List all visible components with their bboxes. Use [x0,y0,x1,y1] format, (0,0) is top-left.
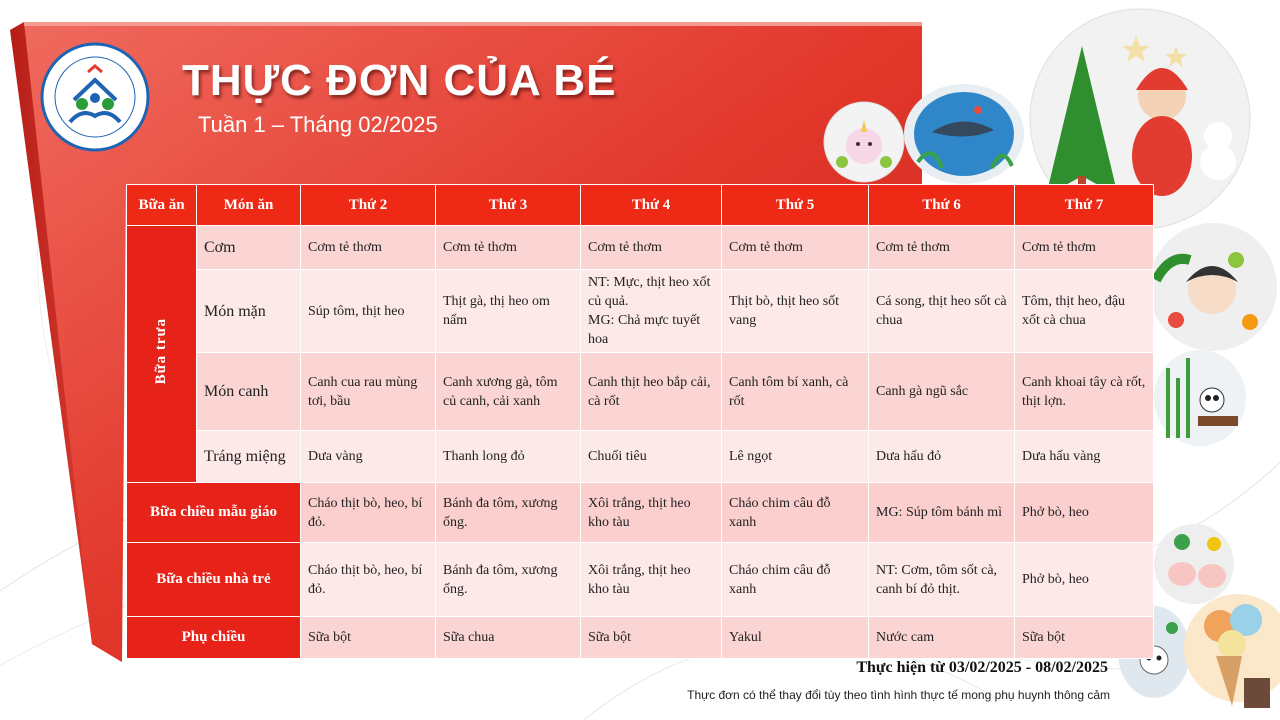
table-cell: Dưa hấu đỏ [869,431,1015,483]
meal-label [127,226,197,483]
column-header: Thứ 3 [436,185,581,226]
table-cell: Nước cam [869,617,1015,659]
column-header: Thứ 7 [1015,185,1154,226]
page-subtitle: Tuần 1 – Tháng 02/2025 [198,112,438,137]
ice-cream-decoration-image [1180,586,1280,720]
column-header: Món ăn [197,185,301,226]
table-cell: Chuối tiêu [581,431,722,483]
footer-dates: Thực hiện từ 03/02/2025 - 08/02/2025 [856,659,1108,676]
table-cell: Súp tôm, thịt heo [301,270,436,353]
table-cell: NT: Mực, thịt heo xốt củ quả. MG: Chả mực tuyết hoa [581,270,722,353]
column-header: Thứ 6 [869,185,1015,226]
table-cell: Xôi trắng, thịt heo kho tàu [581,483,722,543]
table-row [127,543,1154,617]
table-cell: Canh cua rau mùng tơi, bầu [301,353,436,431]
table-cell: Yakul [722,617,869,659]
table-cell: Canh gà ngũ sắc [869,353,1015,431]
table-cell: Lê ngọt [722,431,869,483]
dish-label: Món mặn [197,270,301,353]
table-row [127,617,1154,659]
table-cell: Cơm tẻ thơm [581,226,722,270]
table-cell: Canh khoai tây cà rốt, thịt lợn. [1015,353,1154,431]
table-row [127,483,1154,543]
table-cell: Sữa chua [436,617,581,659]
table-cell: Thịt gà, thị heo om nấm [436,270,581,353]
table-cell: Tôm, thịt heo, đậu xốt cà chua [1015,270,1154,353]
table-cell: Sữa bột [581,617,722,659]
table-cell: Thanh long đỏ [436,431,581,483]
panda-plate-image [1152,348,1248,448]
table-cell: Canh tôm bí xanh, cà rốt [722,353,869,431]
footer-note: Thực đơn có thể thay đổi tùy theo tình hình thực tế mong phụ huynh thông cảm [687,688,1110,702]
ocean-plate-image [902,82,1026,186]
table-cell: Phở bò, heo [1015,483,1154,543]
table-cell: Dưa vàng [301,431,436,483]
table-cell: Cơm tẻ thơm [1015,226,1154,270]
table-row [127,226,1154,270]
meal-label: Bữa chiều mẫu giáo [127,483,301,543]
table-row [127,270,1154,353]
table-header-row [127,185,1154,226]
table-cell: Canh xương gà, tôm củ canh, cải xanh [436,353,581,431]
menu-table [126,184,1154,659]
dish-label: Món canh [197,353,301,431]
table-cell: MG: Súp tôm bánh mì [869,483,1015,543]
table-cell: Cơm tẻ thơm [436,226,581,270]
table-cell: Bánh đa tôm, xương ống. [436,483,581,543]
table-row [127,431,1154,483]
meal-label: Phụ chiều [127,617,301,659]
table-cell: Cơm tẻ thơm [301,226,436,270]
table-cell: Cháo thịt bò, heo, bí đỏ. [301,483,436,543]
table-cell: NT: Cơm, tôm sốt cà, canh bí đỏ thịt. [869,543,1015,617]
table-cell: Thịt bò, thịt heo sốt vang [722,270,869,353]
table-row [127,353,1154,431]
table-cell: Cháo thịt bò, heo, bí đỏ. [301,543,436,617]
meal-label-text: Bữa trưa [153,317,169,385]
table-cell: Sữa bột [1015,617,1154,659]
column-header: Thứ 5 [722,185,869,226]
table-cell: Cháo chim câu đỗ xanh [722,543,869,617]
table-cell: Xôi trắng, thịt heo kho tàu [581,543,722,617]
table-cell: Dưa hấu vàng [1015,431,1154,483]
column-header: Bữa ăn [127,185,197,226]
table-cell: Canh thịt heo bắp cải, cà rốt [581,353,722,431]
table-cell: Phở bò, heo [1015,543,1154,617]
table-cell: Sữa bột [301,617,436,659]
table-cell: Cá song, thịt heo sốt cà chua [869,270,1015,353]
page-title: THỰC ĐƠN CỦA BÉ [182,56,617,105]
dish-label: Tráng miệng [197,431,301,483]
table-cell: Cơm tẻ thơm [869,226,1015,270]
girl-face-plate-image [1146,220,1280,354]
table-cell: Cháo chim câu đỗ xanh [722,483,869,543]
table-cell: Cơm tẻ thơm [722,226,869,270]
school-logo [40,42,150,152]
unicorn-plate-image [822,100,906,184]
table-cell: Bánh đa tôm, xương ống. [436,543,581,617]
column-header: Thứ 4 [581,185,722,226]
column-header: Thứ 2 [301,185,436,226]
meal-label: Bữa chiều nhà trẻ [127,543,301,617]
dish-label: Cơm [197,226,301,270]
